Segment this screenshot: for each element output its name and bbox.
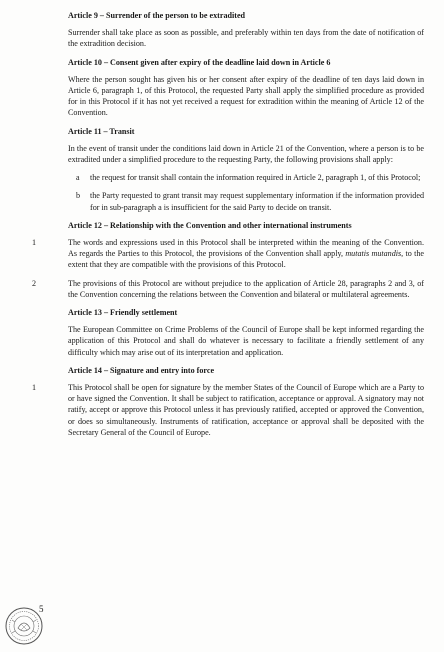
article-13 [68,307,424,358]
item-text: This Protocol shall be open for signature by the member States of the Council of Europe which are a Party to or have signed the Convention. It shall be subject to ratification, acceptance or approval. A signatory may not ratify, accept or approve this Protocol unless it has previously ratified, accepted or approved the Convention, or does so simultaneously. Instruments of ratification, acceptance or approval shall be deposited with the Secretary General of the Council of Europe. [68,383,424,437]
article-11-heading: Article 11 – Transit [68,126,135,136]
item-text: the Party requested to grant transit may request supplementary information if the information provided for in sub-paragraph a is insufficient for the said Party to decide on transit. [90,191,424,212]
article-14-heading: Article 14 – Signature and entry into force [68,365,215,375]
article-11-intro: In the event of transit under the conditions laid down in Article 21 of the Convention, where a person is to be extradited under a simplified procedure to the requesting Party, the following provisions shall apply: [68,143,424,165]
article-10-text: Where the person sought has given his or her consent after expiry of the deadline of ten days laid down in Article 6, paragraph 1, of this Protocol, the requested Party shall apply the simplified procedure as provided for in this Protocol if it has not yet received a request for extradition within the meaning of Article 12 of the Convention. [68,74,424,118]
article-9-text: Surrender shall take place as soon as possible, and preferably within ten days from the date of notification of the extradition decision. [68,28,424,49]
article-14-item-1 [32,382,424,438]
article-11-item-b [76,190,424,212]
official-seal-icon [4,606,44,646]
article-12 [32,220,424,300]
item-text-after: , to the extent that they are compatible with the provisions of this Protocol. [68,249,424,270]
item-marker: 1 [32,383,37,393]
article-14 [32,365,424,438]
item-text: the request for transit shall contain the information required in Article 2, paragraph 1, of this Protocol; [90,173,421,183]
item-text: The provisions of this Protocol are without prejudice to the application of Article 28, paragraphs 2 and 3, of the Convention concerning the relations between the Convention and bilateral or multilateral agreements. [68,278,424,299]
article-11 [68,126,424,213]
item-marker: 2 [32,278,37,288]
article-10-heading: Article 10 – Consent given after expiry of the deadline laid down in Article 6 [68,57,331,67]
document-body [32,10,424,445]
article-12-item-2 [32,278,424,300]
article-9-heading: Article 9 – Surrender of the person to be extradited [68,11,246,20]
article-12-item-1 [32,237,424,271]
item-emphasis: mutatis mutandis [345,249,402,259]
item-marker: 1 [32,238,37,248]
article-11-item-a [76,172,424,183]
article-13-heading: Article 13 – Friendly settlement [68,308,178,318]
item-marker: b [76,191,81,201]
article-9 [68,10,424,50]
article-13-text: The European Committee on Crime Problems of the Council of Europe shall be kept informed regarding the application of this Protocol and shall do whatever is necessary to facilitate a friendly settlement of any difficulty which may arise out of its interpretation and application. [68,325,424,357]
item-text-before: The words and expressions used in this Protocol shall be interpreted within the meaning of the Convention. As regards the Parties to this Protocol, the provisions of the Convention shall apply, [68,238,424,259]
article-12-heading: Article 12 – Relationship with the Convention and other international instruments [68,220,352,230]
item-marker: a [76,173,80,183]
page-number: 5 [39,604,44,614]
article-10 [68,57,424,119]
